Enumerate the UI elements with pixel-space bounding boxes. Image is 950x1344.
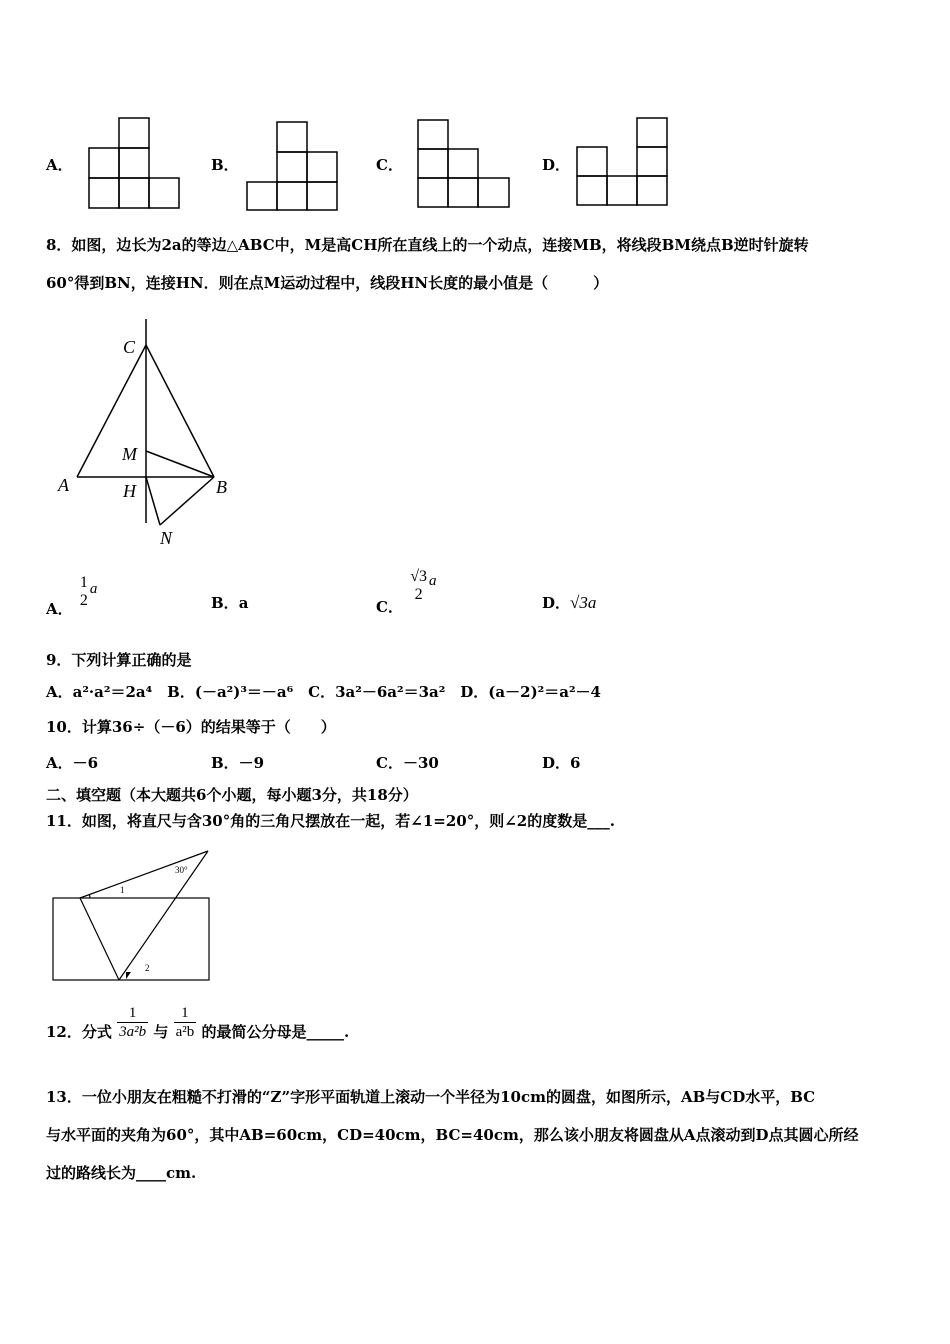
q7-option-a-label: A． [46, 156, 73, 174]
numerator: √3 [410, 568, 427, 585]
q12-prefix: 12．分式 [46, 1022, 112, 1041]
q12-stem [46, 1004, 349, 1041]
angle-30-label: 30° [175, 865, 188, 875]
q10-option-c: C．－30 [376, 754, 439, 772]
label-h: H [123, 481, 136, 501]
numerator: 1 [79, 574, 88, 591]
denominator: 2 [79, 592, 88, 609]
q8-option-b-value: a [238, 594, 249, 612]
q11-stem: 11．如图，将直尺与含30°角的三角尺摆放在一起，若∠1=20°，则∠2的度数是___. [46, 812, 615, 830]
q13-stem-line2: 与水平面的夹角为60°，其中AB=60cm，CD=40cm，BC=40cm，那么该小朋友将圆盘从A点滚动到D点其圆心所经 [46, 1126, 859, 1144]
q7-option-c-label: C． [376, 156, 403, 174]
q9-options: A．a²·a²＝2a⁴ B．(－a²)³＝－a⁶ C．3a²－6a²＝3a² D．(a－2)²＝a²－4 [46, 683, 601, 701]
angle-2-label: 2 [145, 963, 150, 973]
q8-option-a [46, 574, 98, 618]
numerator: 1 [174, 1004, 197, 1023]
denominator: a²b [175, 1024, 195, 1040]
q8-option-c [376, 568, 437, 616]
q7-figure-d [573, 115, 673, 209]
q10-stem: 10．计算36÷（－6）的结果等于（ ） [46, 718, 336, 736]
q8-stem-line1: 8．如图，边长为2a的等边△ABC中，M是高CH所在直线上的一个动点，连接MB，将线段BM绕点B逆时针旋转 [46, 236, 809, 254]
q8-option-b [211, 592, 248, 613]
label-n: N [160, 528, 173, 548]
q9-stem: 9．下列计算正确的是 [46, 651, 192, 669]
fraction-1 [117, 1004, 148, 1041]
numerator: 1 [117, 1004, 148, 1023]
q7-option-d-label: D． [542, 156, 571, 174]
fraction-2 [174, 1004, 197, 1041]
denominator: 2 [414, 586, 423, 603]
variable: a [89, 581, 98, 597]
q7-figure-b [243, 119, 343, 213]
label-m: M [122, 444, 137, 464]
q8-triangle-figure [50, 315, 250, 555]
q13-stem-line3: 过的路线长为____cm. [46, 1164, 197, 1182]
q8-option-c-label: C． [376, 598, 403, 616]
q8-option-a-label: A． [46, 600, 73, 618]
fraction [408, 568, 429, 604]
q7-figure-a [85, 116, 185, 210]
angle-1-label: 1 [120, 885, 125, 895]
fraction [78, 574, 90, 610]
q11-ruler-triangle-figure [48, 846, 218, 991]
q12-middle: 与 [153, 1022, 169, 1041]
q8-option-d [542, 592, 596, 613]
q8-option-d-label: D． [542, 594, 571, 612]
label-c: C [123, 337, 136, 357]
q8-option-b-label: B． [211, 594, 239, 612]
q7-option-b-label: B． [211, 156, 239, 174]
q8-option-d-value: √3a [570, 593, 597, 612]
label-b: B [216, 477, 227, 497]
q7-figure-c [414, 117, 514, 211]
q8-stem-line2: 60°得到BN，连接HN．则在点M运动过程中，线段HN长度的最小值是（ ） [46, 274, 609, 292]
denominator: 3a²b [119, 1024, 147, 1040]
q10-option-a: A．－6 [46, 754, 99, 772]
label-a: A [58, 475, 69, 495]
section-heading: 二、填空题（本大题共6个小题，每小题3分，共18分） [46, 786, 418, 804]
q13-stem-line1: 13．一位小朋友在粗糙不打滑的“Z”字形平面轨道上滚动一个半径为10cm的圆盘，如图所示，AB与CD水平，BC [46, 1088, 816, 1106]
q10-option-d: D．6 [542, 754, 581, 772]
variable: a [428, 573, 437, 589]
q10-option-b: B．－9 [211, 754, 265, 772]
q12-suffix: 的最简公分母是_____. [201, 1022, 350, 1041]
